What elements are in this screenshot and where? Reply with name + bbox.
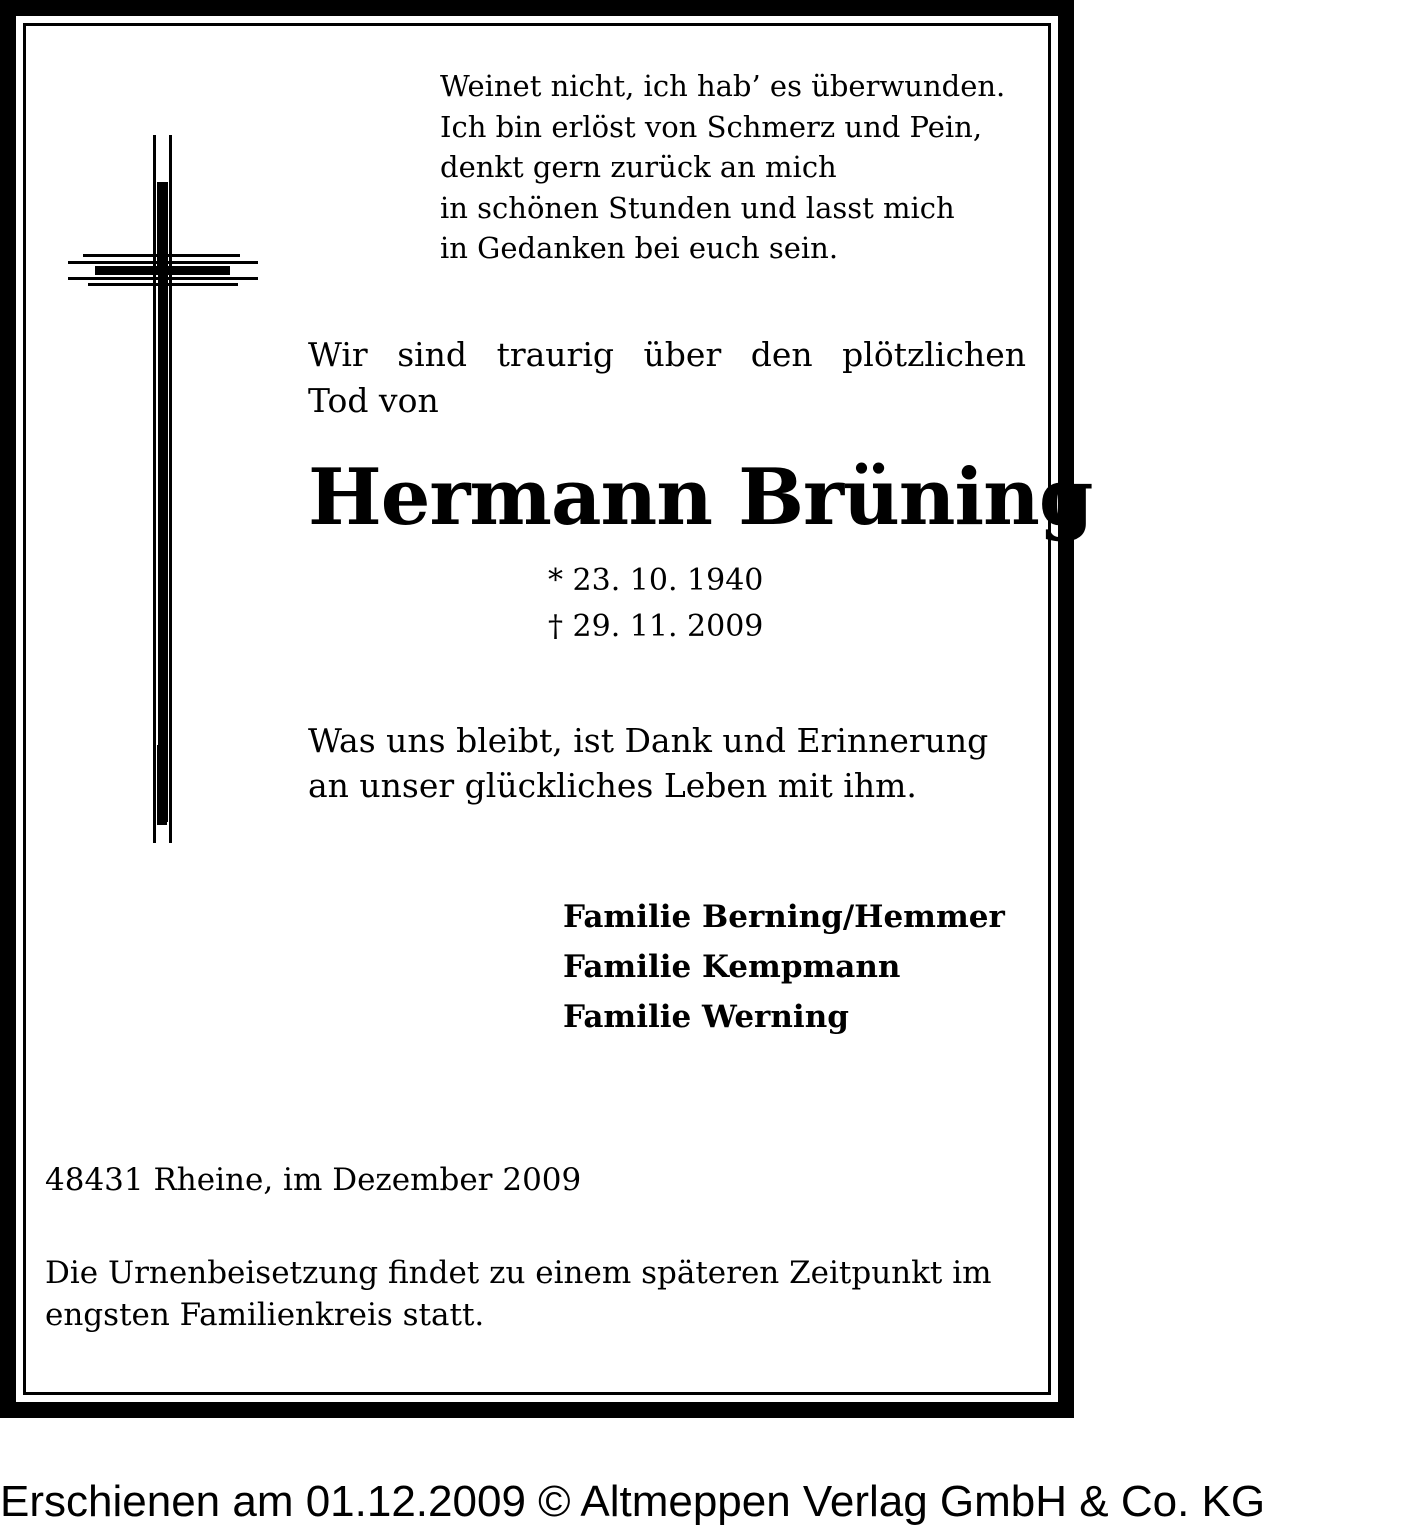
life-dates <box>548 558 763 650</box>
poem-line: in Gedanken bei euch sein. <box>440 231 839 265</box>
poem-line: Ich bin erlöst von Schmerz und Pein, <box>440 109 983 144</box>
thanks-line-2: an unser glückliches Leben mit ihm. <box>308 766 917 805</box>
thanks-line-1: Was uns bleibt, ist Dank und Erinnerung <box>308 721 989 760</box>
place-date: 48431 Rheine, im Dezember 2009 <box>45 1162 582 1198</box>
thanks-text <box>308 718 988 808</box>
intro-line-2: Tod von <box>308 381 439 420</box>
urn-notice <box>45 1252 1029 1336</box>
birth-date: * 23. 10. 1940 <box>548 563 764 598</box>
poem-line: Weinet nicht, ich hab’ es überwunden. <box>440 69 1006 103</box>
poem-line: in schönen Stunden und lasst mich <box>440 190 955 225</box>
intro-line-1: Wir sind traurig über den plötzlichen <box>308 335 1026 374</box>
mourning-families <box>563 892 1005 1042</box>
family-name: Familie Werning <box>563 999 849 1035</box>
urn-notice-line-1: Die Urnenbeisetzung findet zu einem späteren Zeitpunkt im <box>45 1255 992 1291</box>
announcement-intro <box>308 332 1026 424</box>
family-name: Familie Berning/Hemmer <box>563 899 1005 935</box>
death-date: † 29. 11. 2009 <box>548 609 764 644</box>
urn-notice-line-2: engsten Familienkreis statt. <box>45 1297 485 1333</box>
publication-credit: Erschienen am 01.12.2009 © Altmeppen Verlag GmbH & Co. KG <box>0 1477 1266 1526</box>
cross-icon <box>60 130 260 850</box>
family-name: Familie Kempmann <box>563 949 901 985</box>
memorial-poem <box>440 66 1005 269</box>
deceased-name: Hermann Brüning <box>308 452 1093 543</box>
poem-line: denkt gern zurück an mich <box>440 150 837 184</box>
